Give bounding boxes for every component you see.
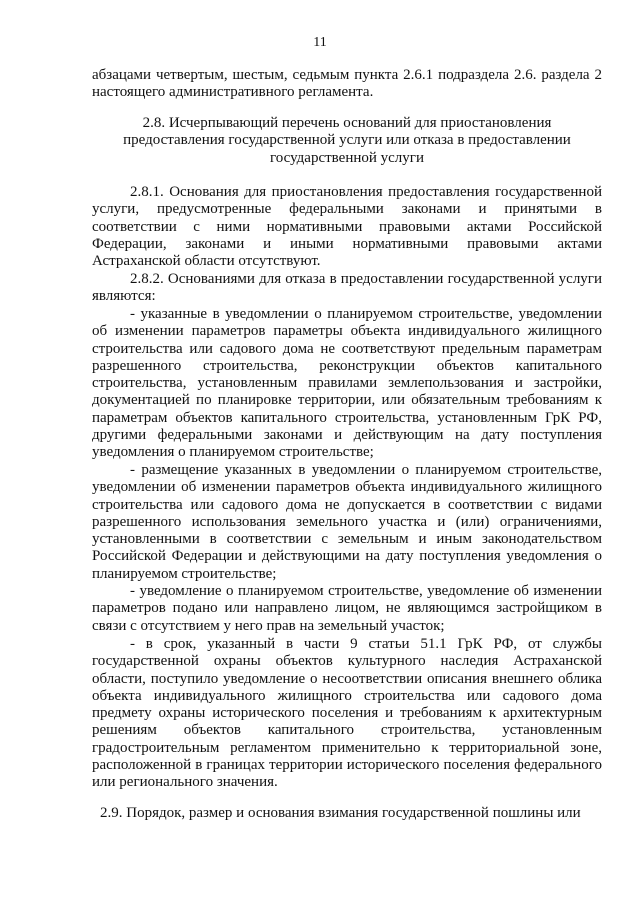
section-2-8-heading: 2.8. Исчерпывающий перечень оснований для приостановления предоставления государственной услуги или отказа в предоставлении государственной услуги: [123, 115, 571, 166]
page-number: 11: [313, 35, 327, 50]
paragraph-2-8-2: 2.8.2. Основаниями для отказа в предоставлении государственной услуги являются:: [92, 271, 602, 305]
list-item-3: - уведомление о планируемом строительстве, уведомление об изменении параметров подано или направлено лицом, не являющимся застройщиком в связи с отсутствием у него прав на земельный участок;: [92, 583, 602, 634]
section-2-9-heading: 2.9. Порядок, размер и основания взимания государственной пошлины или: [100, 805, 581, 821]
list-item-2: - размещение указанных в уведомлении о планируемом строительстве, уведомлении об изменении параметров объекта индивидуального жилищного строительства или садового дома не допускается в соответствии с видами разрешенного использования земельного участка и (или) ограничениями, установленными в соответствии с земельным и иным законодательством Российской Федерации и действующими на дату поступления уведомления о планируемом строительстве;: [92, 462, 602, 582]
paragraph-2-8-1: 2.8.1. Основания для приостановления предоставления государственной услуги, предусмотренные федеральными законами и принятыми в соответствии с ними нормативными правовыми актами Российской Федерации, законами и иными нормативными правовыми актами Астраханской области отсутствуют.: [92, 184, 602, 270]
continuation-paragraph: абзацами четвертым, шестым, седьмым пункта 2.6.1 подраздела 2.6. раздела 2 настоящего административного регламента.: [92, 67, 602, 101]
list-item-4: - в срок, указанный в части 9 статьи 51.1 ГрК РФ, от службы государственной охраны объектов культурного наследия Астраханской области, поступило уведомление о несоответствии описания внешнего облика объекта индивидуального жилищного строительства или садового дома предмету охраны исторического поселения и требованиям к архитектурным решениям объектов капитального строительства, установленным градостроительным регламентом применительно к территориальной зоне, расположенной в границах территории исторического поселения федерального или регионального значения.: [92, 636, 602, 791]
list-item-1: - указанные в уведомлении о планируемом строительстве, уведомлении об изменении параметров параметры объекта индивидуального жилищного строительства или садового дома не соответствуют предельным параметрам разрешенного строительства, реконструкции объектов капитального строительства, установленным правилами землепользования и застройки, документацией по планировке территории, или обязательным требованиям к параметрам объектов капитального строительства, установленным ГрК РФ, другими федеральными законами и действующим на дату поступления уведомления о планируемом строительстве;: [92, 306, 602, 461]
